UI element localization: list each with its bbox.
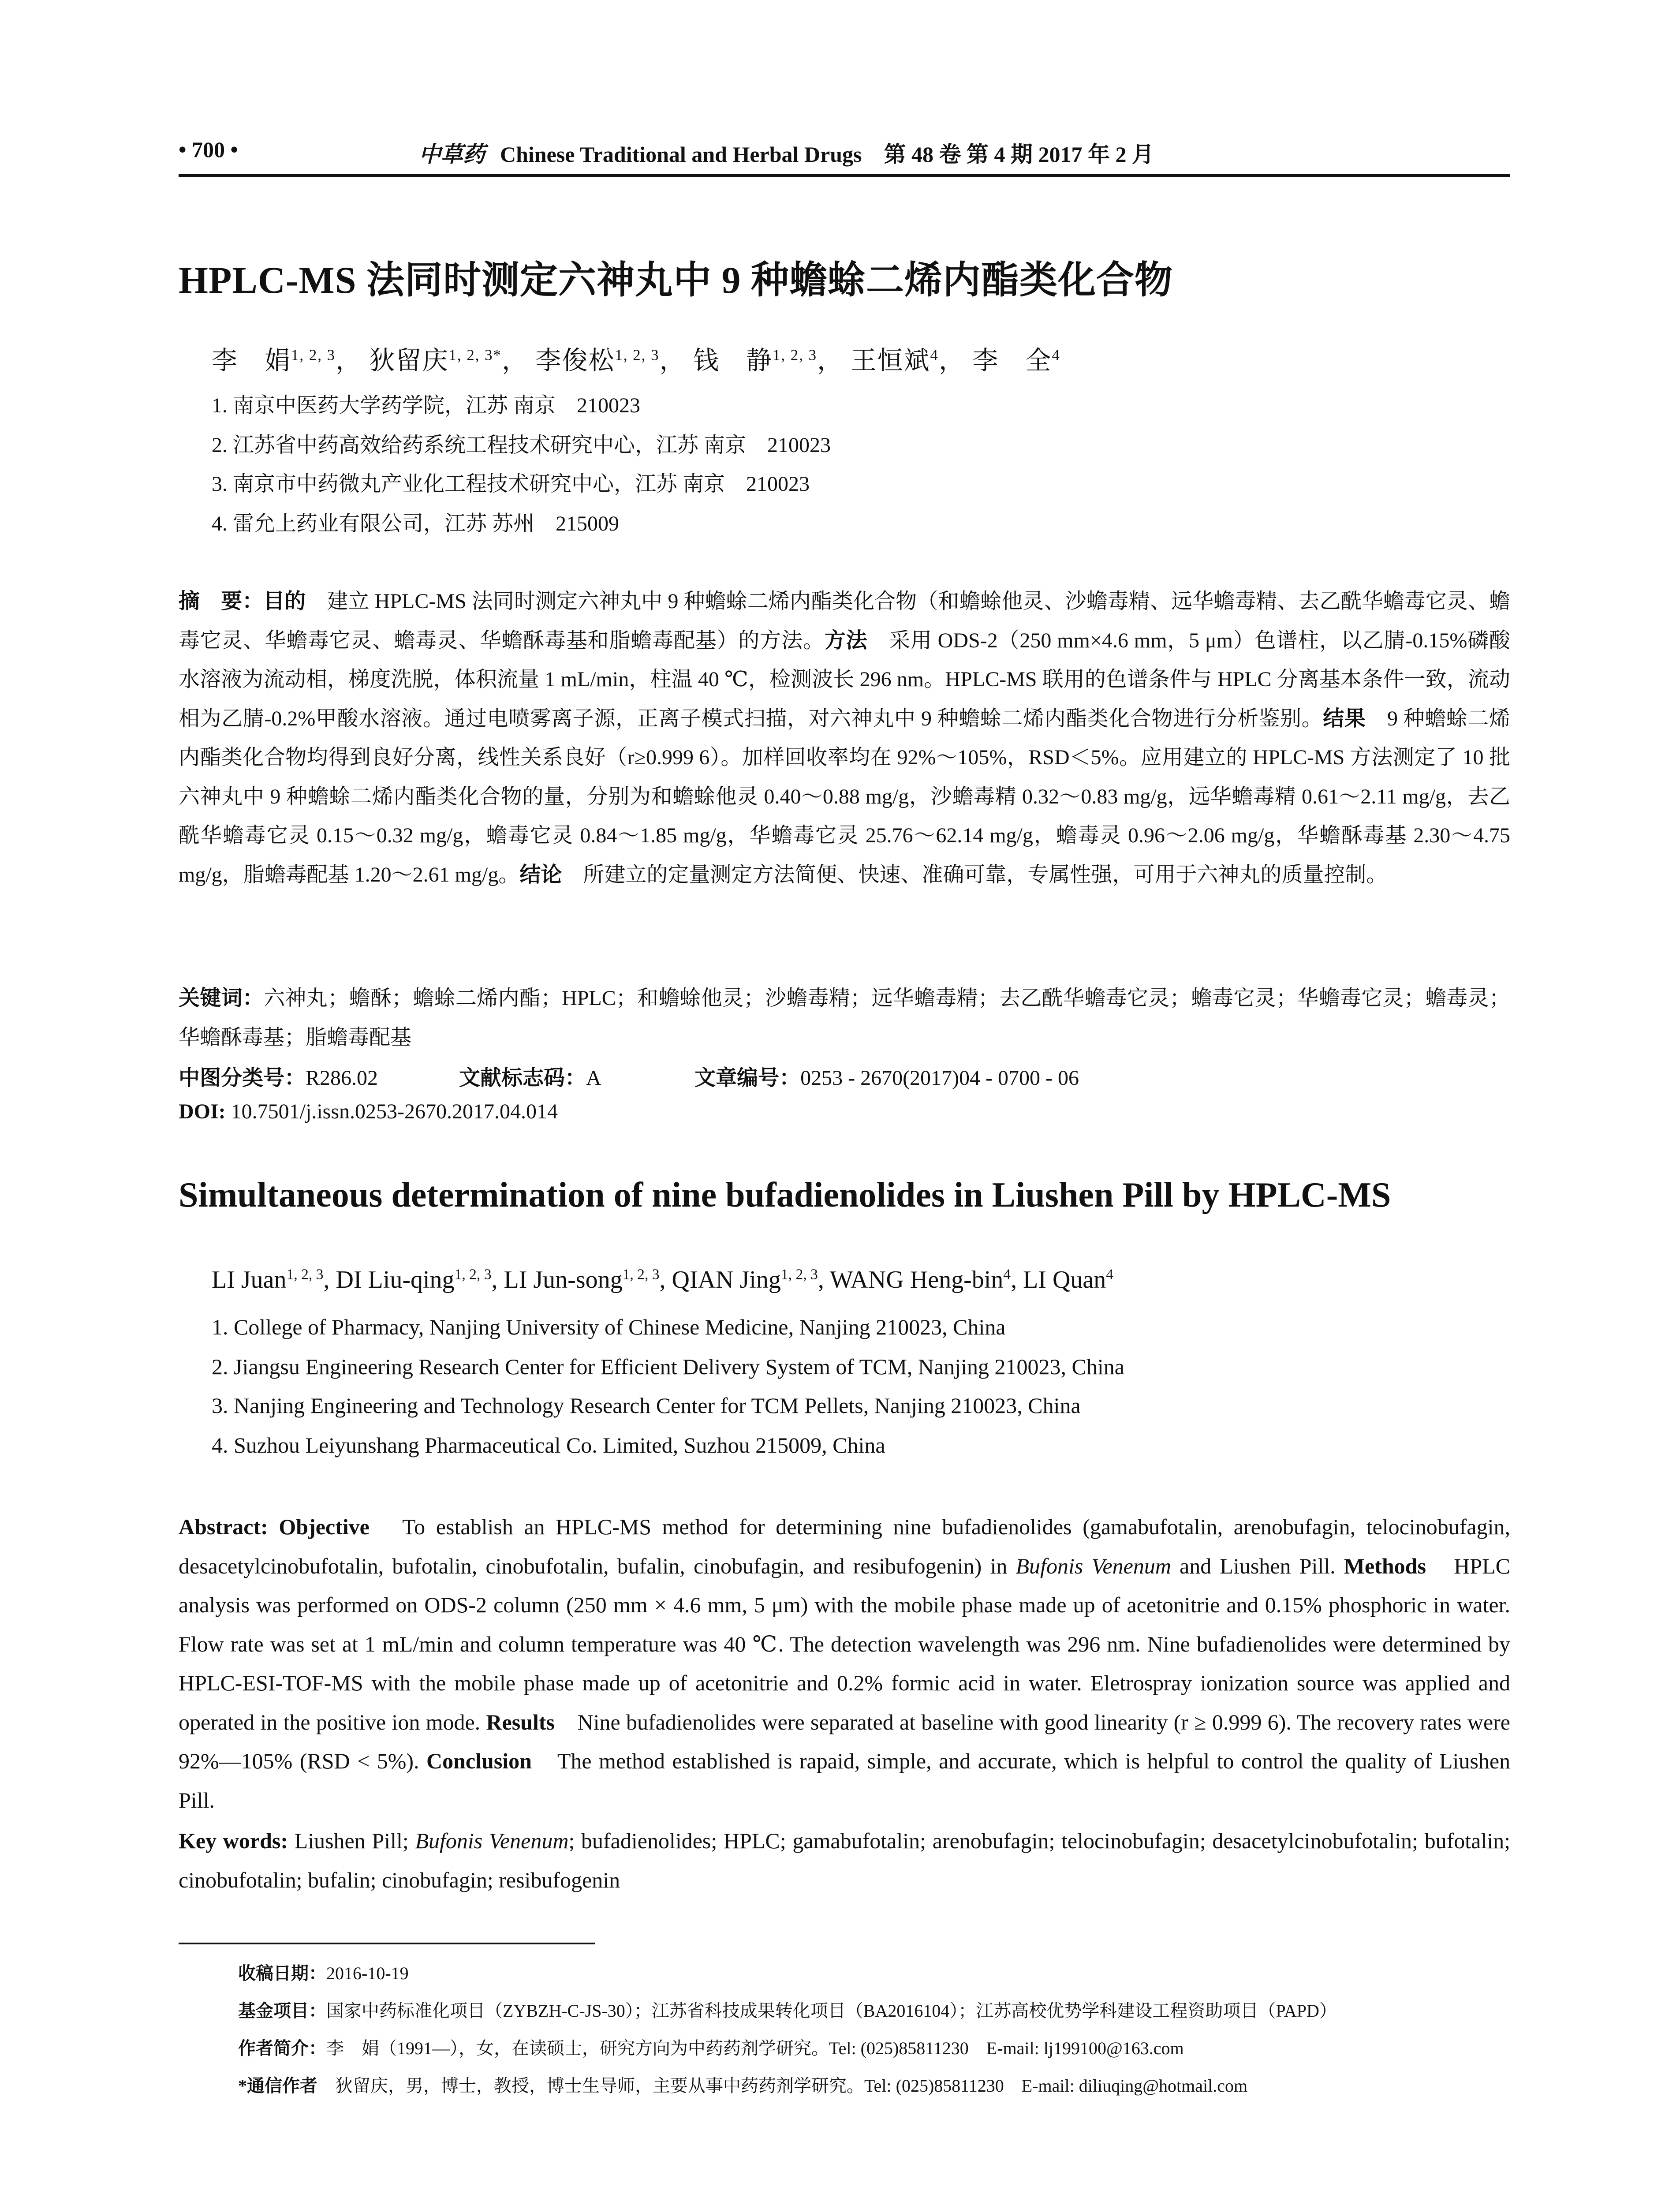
author-sup: 1, 2, 3*: [448, 346, 502, 364]
author-bio-label: 作者简介：: [238, 2038, 326, 2058]
author-cn: 李 娟: [212, 346, 291, 375]
keywords-cn: [179, 979, 1510, 1057]
author-cn: 王恒斌: [851, 346, 930, 375]
affiliation-en: 4. Suzhou Leiyunshang Pharmaceutical Co. Limited, Suzhou 215009, China: [212, 1433, 885, 1458]
received-label: 收稿日期：: [238, 1963, 326, 1983]
footnote-correspondence: [238, 2073, 1512, 2099]
title-en: Simultaneous determination of nine bufadienolides in Liushen Pill by HPLC-MS: [179, 1176, 1391, 1215]
doi-label: DOI:: [179, 1100, 226, 1123]
keywords-en: [179, 1821, 1510, 1899]
correspondence-label: *通信作者: [238, 2076, 317, 2096]
fund-label: 基金项目：: [238, 2001, 326, 2021]
methods-label: 方法: [824, 628, 868, 652]
doc-code-value: A: [586, 1066, 601, 1090]
article-no-label: 文章编号：: [694, 1066, 801, 1090]
author-sup: 4: [1052, 346, 1060, 364]
keywords-en-species: Bufonis Venenum: [415, 1828, 569, 1853]
objective-label: 目的: [263, 590, 306, 613]
affiliation-en: 2. Jiangsu Engineering Research Center for Efficient Delivery System of TCM, Nanjing 210023, China: [212, 1354, 1124, 1379]
clc-value: R286.02: [306, 1066, 378, 1090]
author-sup: 1, 2, 3: [622, 1266, 660, 1283]
page-number: • 700 •: [179, 137, 239, 162]
authors-cn: 李 娟$^{1, 2, 3}$， 狄留庆$^{1, 2, 3*}$， 李俊松$^{1, 2, 3}$， 钱 静$^{1, 2, 3}$， 王恒斌$^4$， 李 全$^4$: [212, 346, 1060, 375]
conclusion-en-text: The method established is rapaid, simple, and accurate, which is helpful to control the quality of Liushen Pill.: [179, 1749, 1511, 1813]
author-sup: 4: [930, 346, 939, 364]
conclusion-en-label: Conclusion: [426, 1749, 532, 1773]
results-en-label: Results: [486, 1709, 555, 1734]
author-en: WANG Heng-bin: [829, 1266, 1004, 1293]
author-sup: 1, 2, 3: [773, 346, 817, 364]
objective-text: 建立 HPLC-MS 法同时测定六神丸中 9 种蟾蜍二烯内酯类化合物（和蟾蜍他灵、沙蟾毒精、远华蟾毒精、去乙酰华蟾毒它灵、蟾毒它灵、华蟾毒它灵、蟾毒灵、华蟾酥毒基和脂蟾毒配基）的方法。: [179, 590, 1510, 652]
received-date: 2016-10-19: [326, 1963, 409, 1983]
author-sup: 4: [1003, 1266, 1011, 1283]
footnote-received: [238, 1960, 1512, 1987]
results-en-text: Nine bufadienolides were separated at baseline with good linearity (r ≥ 0.999 6). The recovery rates were 92%—105% (RSD < 5%).: [179, 1709, 1511, 1773]
footnote-fund: [238, 1998, 1512, 2024]
authors-en: LI Juan$^{1, 2, 3}$, DI Liu-qing$^{1, 2, 3}$, LI Jun-song$^{1, 2, 3}$, QIAN Jing$^{1, 2, 3}$, WANG Heng-bin$^4$, LI Quan$^4$: [212, 1266, 1114, 1293]
author-cn: 李 全: [972, 346, 1052, 375]
keywords-en-text-end: ; bufadienolides; HPLC; gamabufotalin; arenobufagin; telocinobufagin; desacetylcinobufotalin; bufotalin; cinobufotalin; bufalin; cinobufagin; resibufogenin: [179, 1828, 1510, 1892]
author-sup: 1, 2, 3: [291, 346, 336, 364]
doi-line: [179, 1099, 558, 1124]
abstract-cn: [179, 582, 1510, 894]
author-en: DI Liu-qing: [336, 1266, 455, 1293]
abstract-en-label: Abstract:: [179, 1514, 268, 1539]
keywords-text: 六神丸；蟾酥；蟾蜍二烯内酯；HPLC；和蟾蜍他灵；沙蟾毒精；远华蟾毒精；去乙酰华蟾毒它灵；蟾毒它灵；华蟾毒它灵；蟾毒灵；华蟾酥毒基；脂蟾毒配基: [179, 987, 1510, 1049]
author-cn: 狄留庆: [369, 346, 449, 375]
journal-issue: 第 48 卷 第 4 期 2017 年 2 月: [884, 142, 1154, 167]
journal-logo: 中草药: [419, 141, 485, 167]
correspondence-text: 狄留庆，男，博士，教授，博士生导师，主要从事中药药剂学研究。Tel: (025)85811230 E-mail: diliuqing@hotmail.com: [317, 2076, 1248, 2096]
affiliation-en: 3. Nanjing Engineering and Technology Research Center for TCM Pellets, Nanjing 210023, China: [212, 1393, 1081, 1418]
affiliation-cn: 4. 雷允上药业有限公司，江苏 苏州 215009: [212, 512, 620, 535]
running-header: [179, 132, 1510, 168]
author-sup: 4: [1106, 1266, 1114, 1283]
author-bio-text: 李 娟（1991—），女，在读硕士，研究方向为中药药剂学研究。Tel: (025)85811230 E-mail: lj199100@163.com: [326, 2038, 1184, 2058]
abstract-label: 摘 要：: [179, 590, 264, 613]
author-en: LI Juan: [212, 1266, 287, 1293]
author-cn: 李俊松: [535, 346, 615, 375]
keywords-en-label: Key words:: [179, 1828, 288, 1853]
keywords-label: 关键词：: [179, 987, 264, 1010]
title-cn: HPLC-MS 法同时测定六神丸中 9 种蟾蜍二烯内酯类化合物: [179, 259, 1173, 301]
journal-title: Chinese Traditional and Herbal Drugs: [500, 142, 862, 167]
conclusion-label: 结论: [519, 863, 562, 886]
methods-text: 采用 ODS-2（250 mm×4.6 mm，5 μm）色谱柱，以乙腈-0.15%磷酸水溶液为流动相，梯度洗脱，体积流量 1 mL/min，柱温 40 ℃，检测波长 296 nm。HPLC-MS 联用的色谱条件与 HPLC 分离基本条件一致，流动相为乙腈-0.2%甲酸水溶液。通过电喷雾离子源，正离子模式扫描，对六神丸中 9 种蟾蜍二烯内酯类化合物进行分析鉴别。: [179, 628, 1510, 730]
author-sup: 1, 2, 3: [286, 1266, 324, 1283]
methods-en-label: Methods: [1344, 1553, 1426, 1578]
header-rule: [179, 174, 1510, 177]
conclusion-text: 所建立的定量测定方法简便、快速、准确可靠，专属性强，可用于六神丸的质量控制。: [562, 863, 1388, 886]
doi-value: 10.7501/j.issn.0253-2670.2017.04.014: [231, 1100, 558, 1123]
author-sup: 1, 2, 3: [780, 1266, 818, 1283]
objective-en-text: To establish an HPLC-MS method for determining nine bufadienolides (gamabufotalin, arenobufagin, telocinobufagin, desacetylcinobufotalin, bufotalin, cinobufotalin, bufalin, cinobufagin, and resibufogenin) in: [179, 1514, 1511, 1578]
methods-en-text: HPLC analysis was performed on ODS-2 column (250 mm × 4.6 mm, 5 μm) with the mobile phase made up of acetonitrie and 0.15% phosphoric in water. Flow rate was set at 1 mL/min and column temperature was 40 ℃. The detection wavelength was 296 nm. Nine bufadienolides were determined by HPLC-ESI-TOF-MS with the mobile phase made up of acetonitrie and 0.2% formic acid in water. Eletrospray ionization source was applied and operated in the positive ion mode.: [179, 1553, 1511, 1734]
classification-line: [179, 1061, 1079, 1091]
objective-en-label: Objective: [279, 1514, 370, 1539]
affiliation-en: 1. College of Pharmacy, Nanjing University of Chinese Medicine, Nanjing 210023, China: [212, 1315, 1006, 1339]
author-sup: 1, 2, 3: [615, 346, 660, 364]
results-text: 9 种蟾蜍二烯内酯类化合物均得到良好分离，线性关系良好（r≥0.999 6）。加样回收率均在 92%～105%，RSD＜5%。应用建立的 HPLC-MS 方法测定了 10 批六神丸中 9 种蟾蜍二烯内酯类化合物的量，分别为和蟾蜍他灵 0.40～0.88 mg/g，沙蟾毒精 0.32～0.83 mg/g，远华蟾毒精 0.61～2.11 mg/g，去乙酰华蟾毒它灵 0.15～0.32 mg/g，蟾毒它灵 0.84～1.85 mg/g，华蟾毒它灵 25.76～62.14 mg/g，蟾毒灵 0.96～2.06 mg/g，华蟾酥毒基 2.30～4.75 mg/g，脂蟾毒配基 1.20～2.61 mg/g。: [179, 706, 1510, 886]
doc-code-label: 文献标志码：: [459, 1066, 586, 1090]
author-en: LI Quan: [1023, 1266, 1106, 1293]
affiliation-cn: 3. 南京市中药微丸产业化工程技术研究中心，江苏 南京 210023: [212, 472, 810, 496]
clc-label: 中图分类号：: [179, 1066, 306, 1090]
fund-text: 国家中药标准化项目（ZYBZH-C-JS-30）；江苏省科技成果转化项目（BA2016104）；江苏高校优势学科建设工程资助项目（PAPD）: [326, 2001, 1337, 2021]
article-no-value: 0253 - 2670(2017)04 - 0700 - 06: [800, 1066, 1079, 1090]
results-label: 结果: [1323, 706, 1366, 730]
abstract-en: [179, 1507, 1510, 1820]
footnote-rule: [179, 1943, 595, 1944]
footnote-author: [238, 2035, 1512, 2062]
author-en: QIAN Jing: [672, 1266, 781, 1293]
affiliation-cn: 1. 南京中医药大学药学院，江苏 南京 210023: [212, 394, 641, 417]
author-en: LI Jun-song: [504, 1266, 623, 1293]
author-cn: 钱 静: [693, 346, 773, 375]
species-name: Bufonis Venenum: [1015, 1553, 1171, 1578]
objective-en-text-end: and Liushen Pill.: [1171, 1553, 1336, 1578]
author-sup: 1, 2, 3: [454, 1266, 492, 1283]
journal-name: [419, 137, 1154, 168]
affiliation-cn: 2. 江苏省中药高效给药系统工程技术研究中心，江苏 南京 210023: [212, 434, 831, 457]
keywords-en-text: Liushen Pill;: [287, 1828, 415, 1853]
